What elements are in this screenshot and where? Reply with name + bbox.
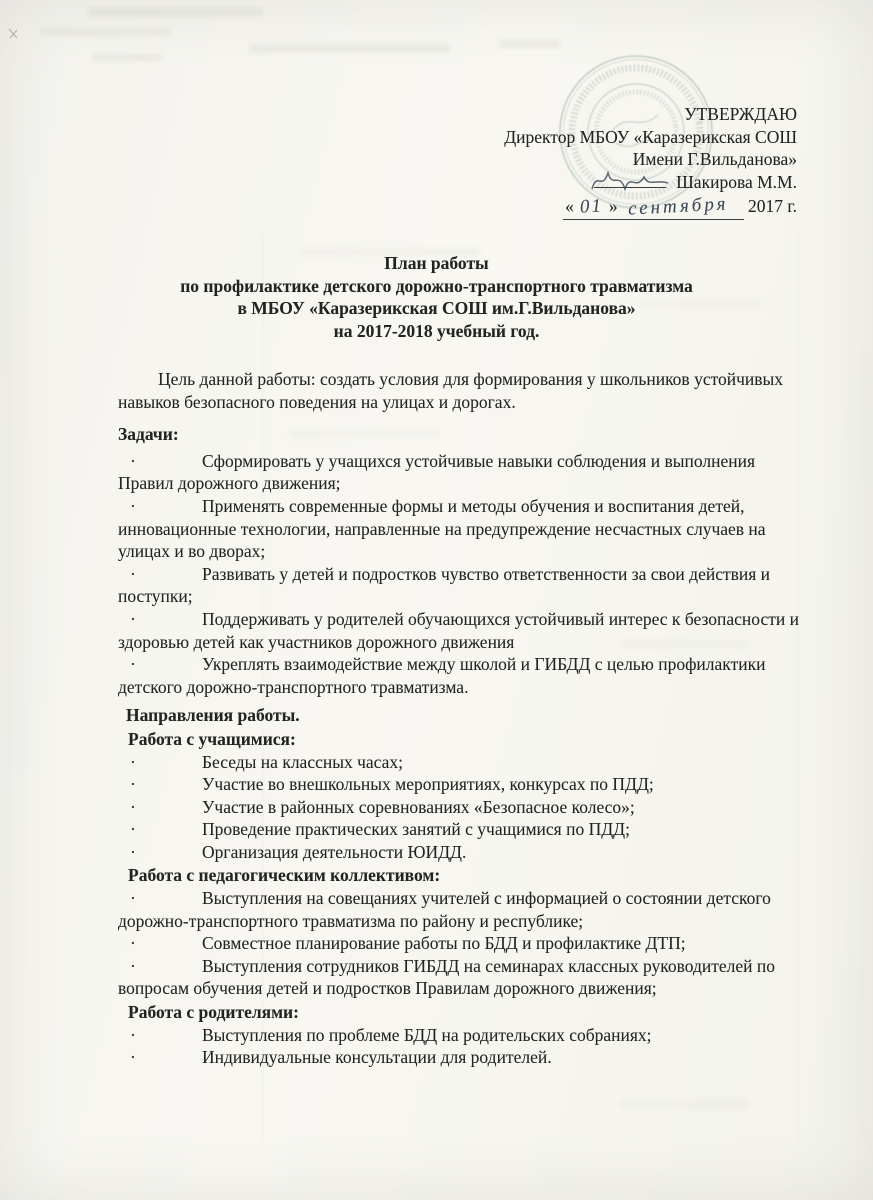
bleed-through-artifact xyxy=(250,44,450,53)
doc-title xyxy=(60,252,813,342)
bullet-marker: · xyxy=(130,933,136,954)
tasks-heading: Задачи: xyxy=(118,424,179,445)
list-item-text: Организация деятельности ЮИДД. xyxy=(202,841,467,862)
students-section-heading: Работа с учащимися: xyxy=(128,728,296,749)
list-item xyxy=(118,751,808,774)
list-item xyxy=(118,796,808,819)
quote-close: » xyxy=(608,196,618,216)
task-item xyxy=(118,608,808,653)
list-item-text: Совместное планирование работы по БДД и профилактике ДТП; xyxy=(202,933,686,954)
bleed-through-artifact xyxy=(620,1100,750,1108)
teachers-section-heading: Работа с педагогическим коллективом: xyxy=(128,865,441,886)
approval-date-line xyxy=(504,195,797,220)
document-body xyxy=(118,368,808,1069)
bullet-marker: · xyxy=(130,888,136,909)
list-item xyxy=(118,1046,808,1069)
task-text: Сформировать у учащихся устойчивые навыки соблюдения и выполнения Правил дорожного движения; xyxy=(118,450,756,494)
task-text: Применять современные формы и методы обучения и воспитания детей, инновационные технологии, направленные на предупреждение несчастных случаев на улицах и во дворах; xyxy=(118,495,766,562)
list-item xyxy=(118,955,808,1000)
list-item-text: Выступления сотрудников ГИБДД на семинарах классных руководителей по вопросам обучения детей и подростков Правилам дорожного движения; xyxy=(118,955,776,999)
title-line-1: План работы xyxy=(384,253,489,273)
bullet-marker: · xyxy=(130,654,136,675)
bullet-marker: · xyxy=(130,563,136,584)
pencil-mark-icon xyxy=(6,26,22,42)
bullet-marker: · xyxy=(130,450,136,471)
task-item xyxy=(118,450,808,495)
handwritten-month: сентября xyxy=(627,193,729,220)
bullet-marker: · xyxy=(130,796,136,817)
approval-label: УТВЕРЖДАЮ xyxy=(684,104,797,124)
task-item xyxy=(118,653,808,698)
list-item xyxy=(118,887,808,932)
task-text: Поддерживать у родителей обучающихся устойчивый интерес к безопасности и здоровью детей как участников дорожного движения xyxy=(118,608,799,652)
list-item-text: Проведение практических занятий с учащимися по ПДД; xyxy=(202,819,630,840)
list-item-text: Беседы на классных часах; xyxy=(202,751,404,772)
bullet-marker: · xyxy=(130,774,136,795)
directions-heading: Направления работы. xyxy=(126,705,300,726)
title-line-4: на 2017-2018 учебный год. xyxy=(333,320,540,341)
parents-section-heading: Работа с родителями: xyxy=(128,1002,299,1023)
list-item-text: Выступления на совещаниях учителей с информацией о состоянии детского дорожно-транспортного травматизма по району и республике; xyxy=(118,888,771,931)
approval-signer: Шакирова М.М. xyxy=(676,171,797,192)
approval-block xyxy=(504,103,797,220)
list-item-text: Участие в районных соревнованиях «Безопасное колесо»; xyxy=(202,796,635,817)
list-item xyxy=(118,841,808,864)
bleed-through-artifact xyxy=(88,8,263,17)
bullet-marker: · xyxy=(130,608,136,629)
task-text: Укреплять взаимодействие между школой и ГИБДД с целью профилактики детского дорожно-транспортного травматизма. xyxy=(118,654,766,697)
bullet-marker: · xyxy=(130,1024,136,1045)
list-item xyxy=(118,1024,808,1047)
bleed-through-artifact xyxy=(500,40,560,48)
bullet-marker: · xyxy=(130,1047,136,1068)
task-item xyxy=(118,495,808,563)
list-item xyxy=(118,818,808,841)
bullet-marker: · xyxy=(130,955,136,976)
goal-paragraph: Цель данной работы: создать условия для формирования у школьников устойчивых навыков безопасного поведения на улицах и дорогах. xyxy=(118,369,784,412)
bullet-marker: · xyxy=(130,841,136,862)
approval-line-2: Имени Г.Вильданова» xyxy=(632,149,797,169)
date-underline xyxy=(563,195,744,220)
signature-line xyxy=(594,187,666,188)
approval-year: 2017 г. xyxy=(748,196,797,216)
bullet-marker: · xyxy=(130,819,136,840)
task-text: Развивать у детей и подростков чувство ответственности за свои действия и поступки; xyxy=(118,563,771,607)
approval-line-1: Директор МБОУ «Каразерикская СОШ xyxy=(504,126,797,147)
task-item xyxy=(118,563,808,608)
list-item xyxy=(118,773,808,796)
bleed-through-artifact xyxy=(92,54,162,61)
handwritten-day: 01 xyxy=(579,195,604,218)
title-line-2: по профилактике детского дорожно-транспортного травматизма xyxy=(180,275,693,296)
list-item-text: Участие во внешкольных мероприятиях, конкурсах по ПДД; xyxy=(202,774,654,795)
bleed-through-artifact xyxy=(40,28,170,36)
title-line-3: в МБОУ «Каразерикская СОШ им.Г.Вильданова» xyxy=(237,298,636,318)
list-item xyxy=(118,932,808,955)
signature-scribble-icon xyxy=(586,163,674,197)
list-item-text: Индивидуальные консультации для родителей. xyxy=(202,1047,552,1068)
quote-open: « xyxy=(565,196,574,216)
list-item-text: Выступления по проблеме БДД на родительских собраниях; xyxy=(202,1024,652,1045)
signature-row xyxy=(504,171,797,194)
bullet-marker: · xyxy=(130,751,136,772)
bullet-marker: · xyxy=(130,495,136,516)
